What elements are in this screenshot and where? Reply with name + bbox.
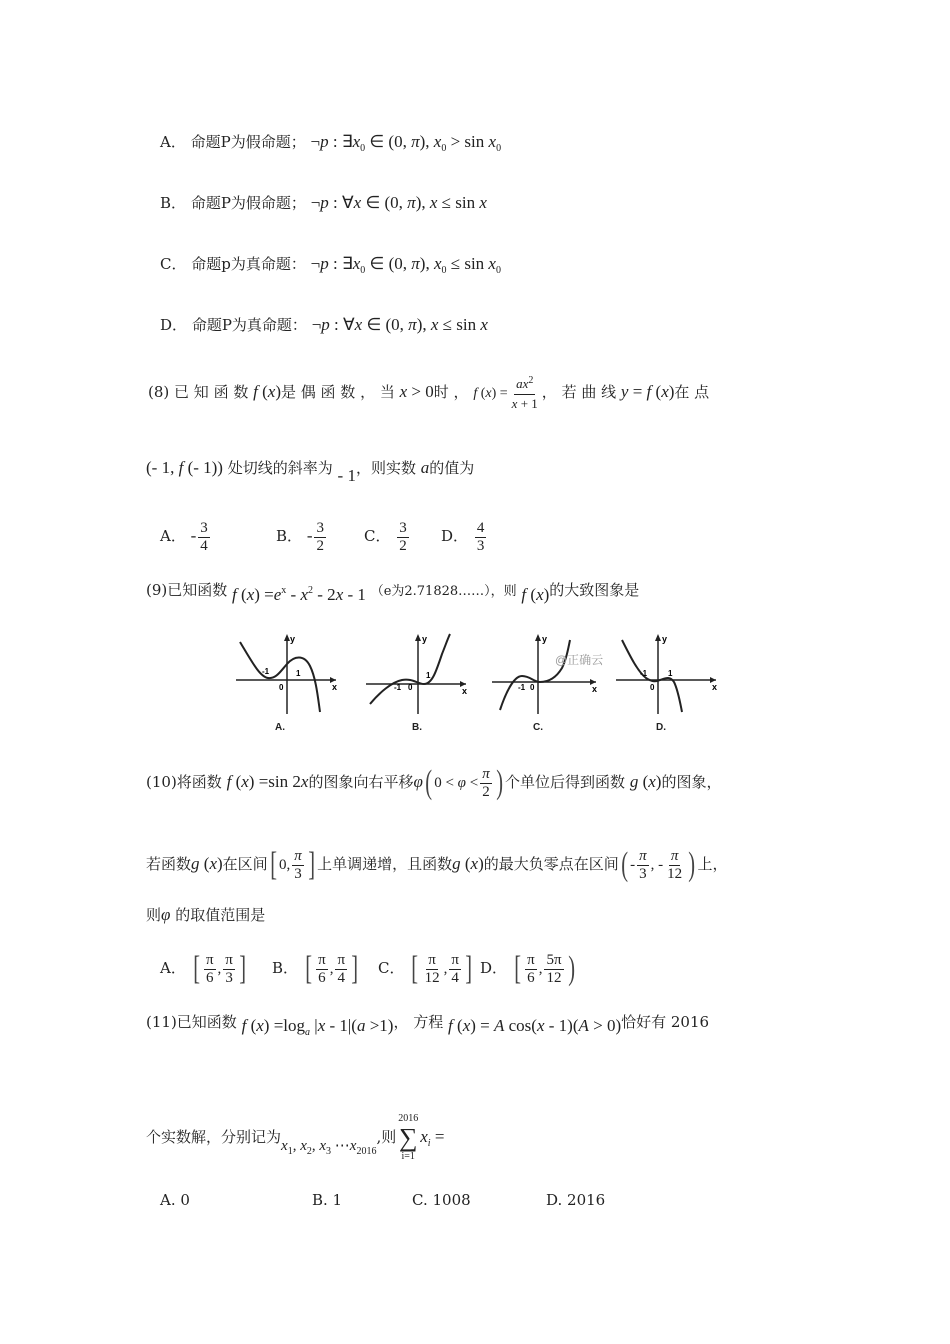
question-number: (10) <box>146 773 177 791</box>
q11-option-a: A. 0 <box>160 1191 190 1209</box>
question-number: (8) <box>148 383 170 401</box>
option-label: D． <box>480 959 508 977</box>
stem-text: 的值为 <box>429 459 475 477</box>
q11-option-c: C. 1008 <box>412 1191 471 1209</box>
svg-text:y: y <box>422 634 428 644</box>
formula: f (x) <box>253 382 281 401</box>
formula: $x_1$, $x_2$, $x_3$ $\cdots x_{2016}$ <box>281 1138 377 1157</box>
option-text: 命题p为真命题： <box>191 255 306 273</box>
stem-text: 在区间 <box>222 855 268 873</box>
stem-text: 上单调递增，且函数 <box>317 855 453 873</box>
graph-b <box>362 632 470 716</box>
stem-text: 是 偶 函 数 ， 当 <box>281 383 395 401</box>
formula: f (x) =sin 2x <box>226 772 309 791</box>
option-label: D． <box>160 316 188 334</box>
stem-text: 已知函数 <box>176 1013 237 1031</box>
q8-option-a <box>160 516 212 556</box>
svg-text:0: 0 <box>530 683 535 692</box>
option-label: B． <box>276 527 303 545</box>
fraction: $\frac{3}{2}$ <box>316 519 324 554</box>
bracket: [ <box>192 950 200 987</box>
stem-text: 已知函数 <box>167 581 228 599</box>
option-text: 命题P为假命题； <box>190 133 306 151</box>
option-label: C． <box>378 959 405 977</box>
formula: - 1 <box>337 466 356 485</box>
fraction: $\frac{ax^2}{x + 1}$ <box>511 374 538 411</box>
svg-text:-1: -1 <box>640 669 648 678</box>
fraction: $\frac{\pi}{2}$ <box>482 765 490 800</box>
formula: f (x) = A cos(x - 1)(A > 0) <box>448 1016 622 1035</box>
option-text: 命题P为假命题； <box>190 194 306 212</box>
stem-text: 上， <box>697 855 728 873</box>
question-number: (11) <box>146 1013 177 1031</box>
q10-option-c: C． [ $\frac{\pi}{12}$ , $\frac{\pi}{4}$ ] <box>378 950 472 987</box>
formula: g (x) <box>629 772 662 791</box>
option-text: 命题P为真命题： <box>191 316 307 334</box>
svg-text:x: x <box>592 684 598 694</box>
q11-option-d: D. 2016 <box>546 1191 606 1209</box>
fraction: $\frac{\pi}{3}$ <box>225 951 233 986</box>
option-label: C． <box>364 527 391 545</box>
fraction: $\frac{\pi}{3}$ <box>294 847 302 882</box>
graph-a <box>232 632 340 716</box>
q10-stem-line1 <box>146 760 721 805</box>
stem-text: 的取值范围是 <box>175 906 266 924</box>
option-math: ¬p : ∀x ∈ (0, π), x ≤ sin x <box>310 193 487 212</box>
q11-option-b: B. 1 <box>312 1191 343 1209</box>
stem-text: 已 知 函 数 <box>174 383 249 401</box>
fraction: $\frac{\pi}{12}$ <box>667 847 683 882</box>
q8-option-b <box>276 516 328 556</box>
q7-option-a <box>160 132 501 155</box>
formula: - <box>630 857 636 873</box>
formula: x > 0 <box>399 382 434 401</box>
option-math: ¬p : $\exists x_0$ ∈ (0, π), $x_0 \le \sin x_0$ <box>310 254 501 276</box>
stem-text: 个实数解，分别记为 <box>146 1128 282 1146</box>
q10-option-d: D． [ $\frac{\pi}{6}$ , $\frac{5\pi}{12}$ ) <box>480 950 575 987</box>
fraction: $\frac{4}{3}$ <box>476 519 485 554</box>
bracket: ( <box>425 764 432 801</box>
fraction: $\frac{3}{2}$ <box>399 519 407 554</box>
option-label: B． <box>160 194 187 212</box>
fraction: $\frac{3}{4}$ <box>200 519 208 554</box>
formula: (- 1, f (- 1)) <box>146 458 223 477</box>
q10-option-a: A． [ $\frac{\pi}{6}$ , $\frac{\pi}{3}$ ] <box>160 950 246 987</box>
svg-text:0: 0 <box>279 683 284 692</box>
stem-text: 处切线的斜率为 <box>227 459 333 477</box>
option-label: A． <box>160 959 186 977</box>
formula: f $(x) =e^x - x^2 - 2x - 1$ <box>232 585 366 604</box>
sign: - <box>190 526 197 545</box>
formula: φ <box>161 905 171 924</box>
bracket: [ <box>514 950 521 987</box>
stem-text: 若函数 <box>146 855 192 873</box>
bracket: ] <box>239 950 246 987</box>
option-label: B． <box>272 959 299 977</box>
stem-text: ， 若 曲 线 <box>541 383 617 401</box>
stem-text: 在 点 <box>674 383 710 401</box>
q8-stem-line1 <box>148 374 709 412</box>
svg-text:-1: -1 <box>518 683 526 692</box>
sign: - <box>306 526 313 545</box>
formula: g (x) <box>452 854 484 873</box>
option-label: A． <box>160 133 186 151</box>
q8-option-d <box>441 516 488 556</box>
q10-stem-line2 <box>146 842 727 887</box>
stem-text: 时 ， <box>433 383 469 401</box>
q7-option-d <box>160 315 488 335</box>
q9-stem <box>146 580 639 603</box>
bracket: ) <box>688 846 696 883</box>
bracket: [ <box>269 846 277 883</box>
q8-option-c <box>364 516 411 556</box>
option-math: ¬p : $\exists x_0$ ∈ (0, π), $x_0 > \sin x_0$ <box>310 132 502 154</box>
formula: , - <box>650 857 664 873</box>
stem-text: 将函数 <box>176 773 222 791</box>
formula: f (x) = <box>473 386 508 401</box>
q11-stem-line1 <box>146 1012 710 1038</box>
bracket: ] <box>351 950 359 987</box>
graph-c-label: C. <box>533 722 543 733</box>
formula: a <box>420 458 430 477</box>
q8-stem-line2 <box>146 458 475 485</box>
svg-text:y: y <box>290 634 296 644</box>
fraction: $\frac{\pi}{6}$ <box>205 951 214 986</box>
svg-text:0: 0 <box>650 683 655 692</box>
svg-text:-1: -1 <box>262 667 270 676</box>
formula: φ <box>413 772 423 791</box>
svg-text:y: y <box>542 634 548 644</box>
bracket: [ <box>305 950 312 987</box>
q7-option-c <box>160 254 501 277</box>
graph-d <box>612 632 720 716</box>
svg-text:x: x <box>332 682 338 692</box>
bracket: [ <box>411 950 419 987</box>
svg-text:1: 1 <box>668 669 673 678</box>
q11-stem-line2 <box>146 1112 444 1165</box>
q7-option-b <box>160 193 487 213</box>
bracket: ) <box>567 950 575 987</box>
svg-text:1: 1 <box>296 669 301 678</box>
bracket: ] <box>308 846 315 883</box>
svg-text:1: 1 <box>426 671 431 680</box>
option-label: D． <box>441 527 469 545</box>
formula: y = f (x) <box>620 382 675 401</box>
stem-text: ,则 <box>376 1128 397 1146</box>
svg-text:-1: -1 <box>394 683 402 692</box>
bracket: ( <box>621 846 628 883</box>
stem-note: （e为2.71828……），则 <box>370 584 517 599</box>
question-number: (9) <box>146 581 168 599</box>
stem-text: 的图象， <box>661 773 722 791</box>
formula: f $(x) =\log_a$ |x - 1|(a >1) <box>241 1016 394 1038</box>
q10-stem-line3 <box>146 905 265 925</box>
graph-c <box>488 632 600 716</box>
fraction: $\frac{\pi}{4}$ <box>451 951 459 986</box>
fraction: $\frac{\pi}{12}$ <box>424 951 440 986</box>
fraction: $\frac{\pi}{3}$ <box>639 847 647 882</box>
stem-text: 个单位后得到函数 <box>505 773 626 791</box>
bracket: ) <box>495 764 503 801</box>
stem-text: ，则实数 <box>355 459 416 477</box>
formula: f (x) <box>521 585 550 604</box>
svg-text:y: y <box>662 634 668 644</box>
q10-option-b: B． [ $\frac{\pi}{6}$ , $\frac{\pi}{4}$ ] <box>272 950 359 987</box>
svg-text:x: x <box>712 682 718 692</box>
watermark: @正确云 <box>555 653 604 667</box>
stem-text: 的图象向右平移 <box>308 773 414 791</box>
graph-b-label: B. <box>412 722 422 733</box>
stem-text: 恰好有 2016 <box>621 1013 710 1031</box>
formula: g (x) <box>191 854 223 873</box>
fraction: $\frac{5\pi}{12}$ <box>546 951 562 986</box>
fraction: $\frac{\pi}{6}$ <box>527 951 535 986</box>
formula: 0, <box>279 857 291 873</box>
stem-text: 的大致图象是 <box>549 581 640 599</box>
option-label: C． <box>160 255 187 273</box>
stem-text: ， 方程 <box>393 1013 444 1031</box>
graph-a-label: A. <box>275 722 285 733</box>
formula: $x_i$ = <box>420 1127 445 1149</box>
summation: 2016 ∑ i=1 <box>398 1113 419 1162</box>
svg-text:0: 0 <box>408 683 413 692</box>
fraction: $\frac{\pi}{4}$ <box>337 951 346 986</box>
graph-d-label: D. <box>656 722 666 733</box>
stem-text: 则 <box>146 906 162 924</box>
fraction: $\frac{\pi}{6}$ <box>318 951 326 986</box>
option-label: A． <box>160 527 186 545</box>
stem-text: 的最大负零点在区间 <box>483 855 619 873</box>
bracket: ] <box>465 950 472 987</box>
formula: 0 < φ < <box>434 775 479 791</box>
svg-text:x: x <box>462 686 468 696</box>
option-math: ¬p : ∀x ∈ (0, π), x ≤ sin x <box>311 315 488 334</box>
